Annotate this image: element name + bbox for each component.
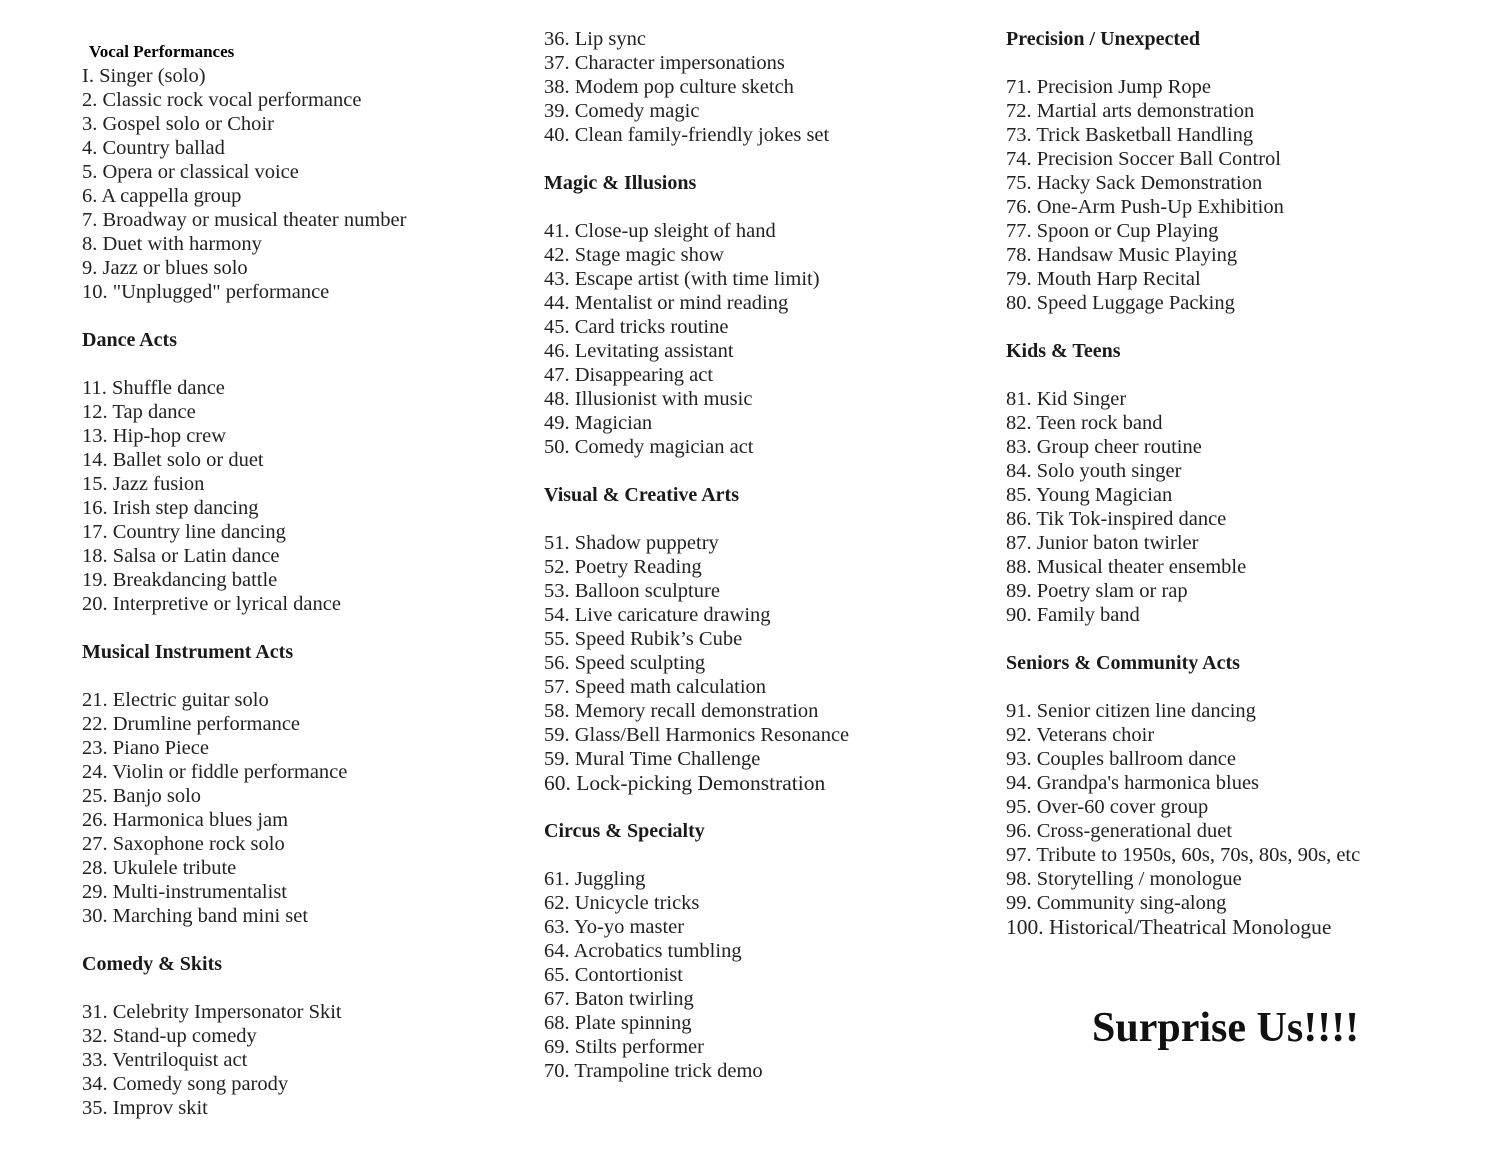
list-item: 17. Country line dancing [82,521,286,543]
list-item: 14. Ballet solo or duet [82,449,264,471]
list-item: 45. Card tricks routine [544,316,729,338]
list-item: 36. Lip sync [544,28,646,50]
section-heading: Visual & Creative Arts [544,484,739,506]
list-item: 12. Tap dance [82,401,196,423]
list-item: 79. Mouth Harp Recital [1006,268,1201,290]
list-item: 27. Saxophone rock solo [82,833,285,855]
list-item: 71. Precision Jump Rope [1006,76,1211,98]
list-item: 88. Musical theater ensemble [1006,556,1247,578]
list-item: 90. Family band [1006,604,1140,626]
list-item: 58. Memory recall demonstration [544,700,819,722]
list-item: 59. Mural Time Challenge [544,748,761,770]
list-item: 10. "Unplugged" performance [82,281,330,303]
list-item: 93. Couples ballroom dance [1006,748,1237,770]
column-3 [1006,27,1466,939]
list-item: 4. Country ballad [82,137,225,159]
list-item: 78. Handsaw Music Playing [1006,244,1238,266]
list-item: 18. Salsa or Latin dance [82,545,280,567]
list-item: 47. Disappearing act [544,364,714,386]
list-item: 75. Hacky Sack Demonstration [1006,172,1263,194]
list-item: 3. Gospel solo or Choir [82,113,274,135]
list-item: 2. Classic rock vocal performance [82,89,362,111]
list-item: 60. Lock-picking Demonstration [544,771,826,795]
list-item: 94. Grandpa's harmonica blues [1006,772,1260,794]
list-item: 50. Comedy magician act [544,436,754,458]
list-item: 52. Poetry Reading [544,556,702,578]
list-item: 46. Levitating assistant [544,340,734,362]
list-item: 20. Interpretive or lyrical dance [82,593,341,615]
list-item: 80. Speed Luggage Packing [1006,292,1235,314]
list-item: 32. Stand-up comedy [82,1025,257,1047]
list-item: 96. Cross-generational duet [1006,820,1233,842]
section-heading: Kids & Teens [1006,340,1121,362]
list-item: 42. Stage magic show [544,244,724,266]
section-heading: Circus & Specialty [544,820,705,842]
section-heading: Vocal Performances [89,42,235,61]
list-item: 5. Opera or classical voice [82,161,299,183]
list-item: 74. Precision Soccer Ball Control [1006,148,1281,170]
list-item: 48. Illusionist with music [544,388,753,410]
surprise-us-heading: Surprise Us!!!! [1092,1005,1360,1051]
list-item: 51. Shadow puppetry [544,532,719,554]
list-item: 62. Unicycle tricks [544,892,700,914]
list-item: 19. Breakdancing battle [82,569,278,591]
list-item: 22. Drumline performance [82,713,301,735]
list-item: 83. Group cheer routine [1006,436,1202,458]
list-item: 55. Speed Rubik’s Cube [544,628,743,650]
list-item: 31. Celebrity Impersonator Skit [82,1001,342,1023]
list-item: 7. Broadway or musical theater number [82,209,407,231]
section-heading: Precision / Unexpected [1006,28,1201,50]
list-item: 81. Kid Singer [1006,388,1127,410]
list-item: 77. Spoon or Cup Playing [1006,220,1219,242]
list-item: 8. Duet with harmony [82,233,262,255]
list-item: 43. Escape artist (with time limit) [544,268,820,290]
list-item: 97. Tribute to 1950s, 60s, 70s, 80s, 90s, etc [1006,844,1361,866]
list-item: 72. Martial arts demonstration [1006,100,1255,122]
list-item: 87. Junior baton twirler [1006,532,1199,554]
list-item: I. Singer (solo) [82,65,206,87]
list-item: 23. Piano Piece [82,737,209,759]
list-item: 53. Balloon sculpture [544,580,720,602]
list-item: 84. Solo youth singer [1006,460,1182,482]
list-item: 67. Baton twirling [544,988,694,1010]
section-heading: Dance Acts [82,329,177,351]
list-item: 69. Stilts performer [544,1036,704,1058]
list-item: 61. Juggling [544,868,646,890]
list-item: 38. Modem pop culture sketch [544,76,794,98]
list-item: 56. Speed sculpting [544,652,706,674]
list-item: 59. Glass/Bell Harmonics Resonance [544,724,850,746]
column-1 [82,40,522,1120]
list-item: 9. Jazz or blues solo [82,257,248,279]
section-heading: Comedy & Skits [82,953,223,975]
list-item: 39. Comedy magic [544,100,700,122]
list-item: 57. Speed math calculation [544,676,767,698]
list-item: 63. Yo-yo master [544,916,685,938]
list-item: 25. Banjo solo [82,785,202,807]
list-item: 92. Veterans choir [1006,724,1155,746]
list-item: 70. Trampoline trick demo [544,1060,763,1082]
column-2 [544,27,984,1083]
list-item: 91. Senior citizen line dancing [1006,700,1256,722]
list-item: 44. Mentalist or mind reading [544,292,789,314]
list-item: 11. Shuffle dance [82,377,225,399]
list-item: 35. Improv skit [82,1097,208,1119]
list-item: 73. Trick Basketball Handling [1006,124,1254,146]
list-item: 68. Plate spinning [544,1012,692,1034]
list-item: 29. Multi-instrumentalist [82,881,287,903]
list-item: 95. Over-60 cover group [1006,796,1209,818]
list-item: 6. A cappella group [82,185,242,207]
list-item: 33. Ventriloquist act [82,1049,248,1071]
list-item: 99. Community sing-along [1006,892,1227,914]
section-heading: Magic & Illusions [544,172,697,194]
list-item: 26. Harmonica blues jam [82,809,289,831]
list-item: 40. Clean family-friendly jokes set [544,124,830,146]
list-item: 21. Electric guitar solo [82,689,269,711]
list-item: 89. Poetry slam or rap [1006,580,1188,602]
list-item: 85. Young Magician [1006,484,1173,506]
list-item: 54. Live caricature drawing [544,604,771,626]
list-item: 15. Jazz fusion [82,473,205,495]
list-item: 65. Contortionist [544,964,683,986]
list-item: 16. Irish step dancing [82,497,259,519]
list-item: 28. Ukulele tribute [82,857,237,879]
list-item: 24. Violin or fiddle performance [82,761,348,783]
list-item: 41. Close-up sleight of hand [544,220,776,242]
section-heading: Seniors & Community Acts [1006,652,1240,674]
list-item: 37. Character impersonations [544,52,785,74]
list-item: 64. Acrobatics tumbling [544,940,742,962]
list-item: 86. Tik Tok-inspired dance [1006,508,1227,530]
list-item: 34. Comedy song parody [82,1073,289,1095]
list-item: 82. Teen rock band [1006,412,1163,434]
list-item: 100. Historical/Theatrical Monologue [1006,915,1332,939]
section-heading: Musical Instrument Acts [82,641,294,663]
list-item: 49. Magician [544,412,653,434]
list-item: 30. Marching band mini set [82,905,309,927]
list-item: 13. Hip-hop crew [82,425,227,447]
list-item: 76. One-Arm Push-Up Exhibition [1006,196,1284,218]
list-item: 98. Storytelling / monologue [1006,868,1242,890]
